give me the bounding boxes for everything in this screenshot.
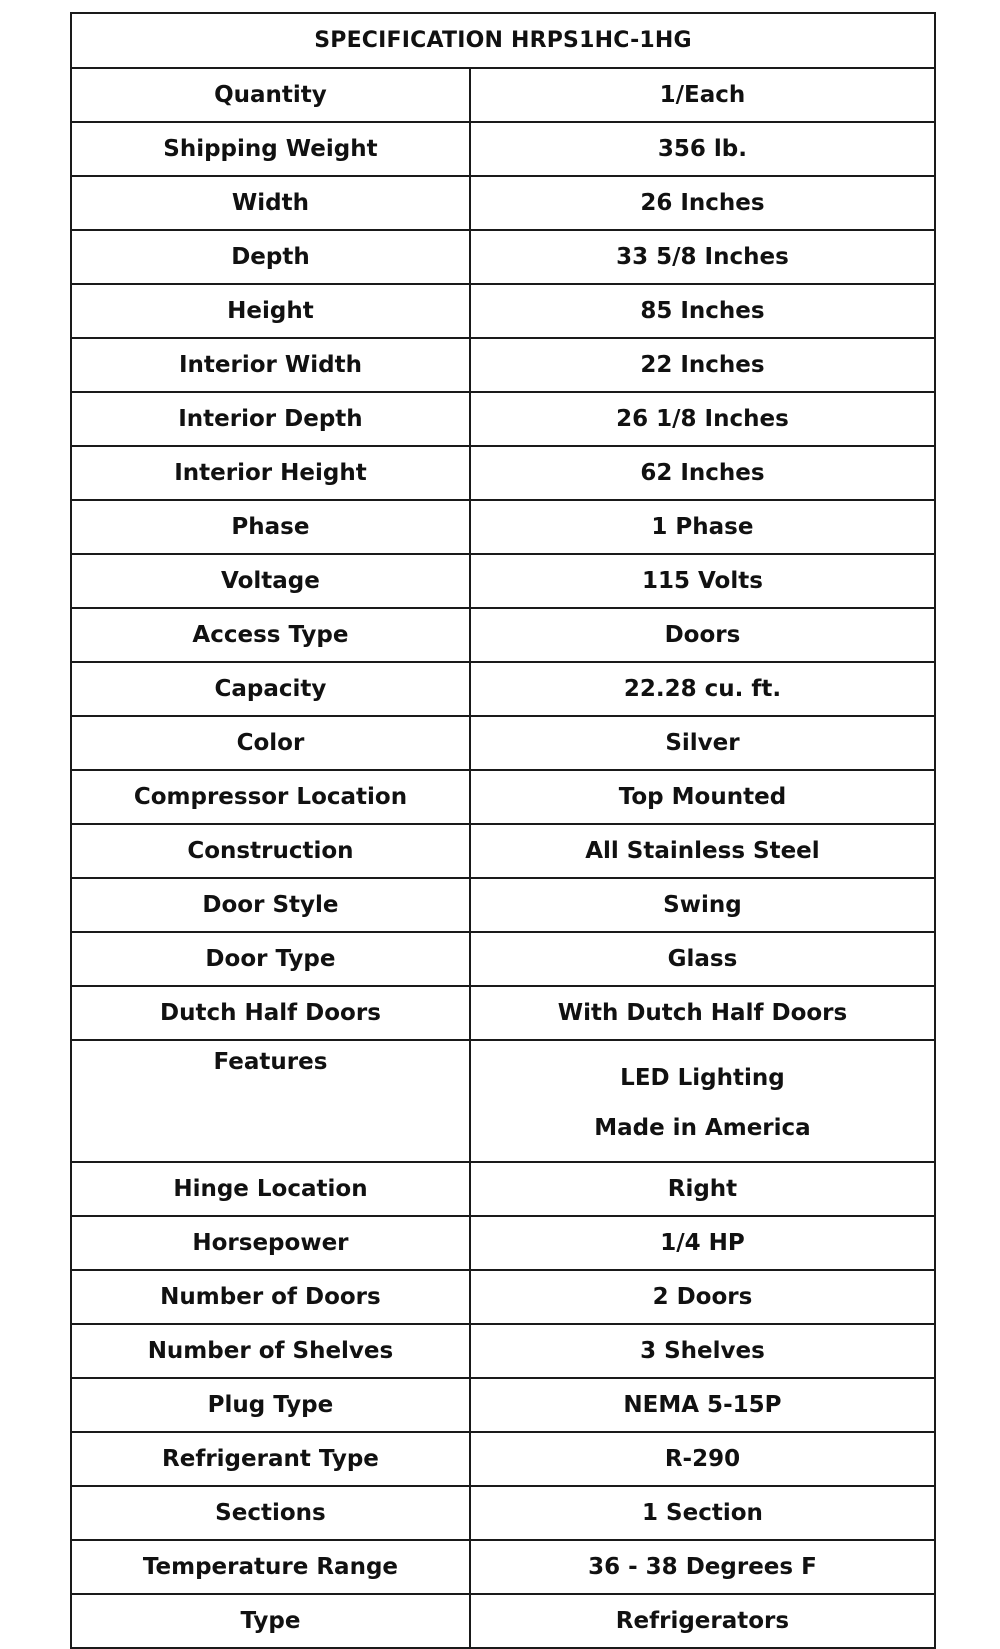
table-row	[71, 824, 935, 878]
spec-value: 22 Inches	[470, 338, 935, 392]
table-title: SPECIFICATION HRPS1HC-1HG	[71, 13, 935, 68]
spec-label: Plug Type	[71, 1378, 470, 1432]
table-row	[71, 878, 935, 932]
spec-value: Doors	[470, 608, 935, 662]
spec-label: Voltage	[71, 554, 470, 608]
spec-value: 115 Volts	[470, 554, 935, 608]
spec-label: Temperature Range	[71, 1540, 470, 1594]
table-row	[71, 986, 935, 1040]
table-row	[71, 932, 935, 986]
table-row	[71, 1040, 935, 1162]
spec-label: Width	[71, 176, 470, 230]
spec-value: With Dutch Half Doors	[470, 986, 935, 1040]
spec-label: Number of Doors	[71, 1270, 470, 1324]
spec-label: Door Style	[71, 878, 470, 932]
table-row	[71, 1162, 935, 1216]
spec-value: 85 Inches	[470, 284, 935, 338]
spec-label: Dutch Half Doors	[71, 986, 470, 1040]
table-row	[71, 716, 935, 770]
spec-label: Features	[71, 1040, 470, 1162]
table-row	[71, 230, 935, 284]
spec-value: 1/4 HP	[470, 1216, 935, 1270]
spec-value: 26 Inches	[470, 176, 935, 230]
spec-value: 3 Shelves	[470, 1324, 935, 1378]
table-row	[71, 1486, 935, 1540]
spec-value: 356 lb.	[470, 122, 935, 176]
spec-label: Sections	[71, 1486, 470, 1540]
spec-value: 1 Section	[470, 1486, 935, 1540]
table-row	[71, 68, 935, 122]
spec-value: Swing	[470, 878, 935, 932]
spec-value-line: LED Lighting	[620, 1065, 785, 1091]
table-row	[71, 500, 935, 554]
spec-label: Door Type	[71, 932, 470, 986]
spec-value: 22.28 cu. ft.	[470, 662, 935, 716]
spec-value: 26 1/8 Inches	[470, 392, 935, 446]
table-row	[71, 1324, 935, 1378]
table-row	[71, 1540, 935, 1594]
spec-label: Color	[71, 716, 470, 770]
table-row	[71, 284, 935, 338]
spec-value: Glass	[470, 932, 935, 986]
spec-label: Interior Width	[71, 338, 470, 392]
table-row	[71, 1270, 935, 1324]
spec-value	[470, 1040, 935, 1162]
table-row	[71, 1594, 935, 1648]
spec-label: Refrigerant Type	[71, 1432, 470, 1486]
spec-label: Compressor Location	[71, 770, 470, 824]
spec-value: Silver	[470, 716, 935, 770]
spec-value: 62 Inches	[470, 446, 935, 500]
spec-label: Access Type	[71, 608, 470, 662]
spec-value: 1 Phase	[470, 500, 935, 554]
spec-label: Depth	[71, 230, 470, 284]
spec-label: Quantity	[71, 68, 470, 122]
spec-label: Hinge Location	[71, 1162, 470, 1216]
spec-label: Interior Height	[71, 446, 470, 500]
spec-value: Top Mounted	[470, 770, 935, 824]
spec-label: Number of Shelves	[71, 1324, 470, 1378]
spec-label: Height	[71, 284, 470, 338]
spec-label: Interior Depth	[71, 392, 470, 446]
table-row	[71, 446, 935, 500]
spec-value: All Stainless Steel	[470, 824, 935, 878]
spec-value: 33 5/8 Inches	[470, 230, 935, 284]
spec-value: R-290	[470, 1432, 935, 1486]
table-row	[71, 770, 935, 824]
spec-value: NEMA 5-15P	[470, 1378, 935, 1432]
spec-label: Phase	[71, 500, 470, 554]
table-header-row	[71, 13, 935, 68]
table-row	[71, 1378, 935, 1432]
spec-value: Right	[470, 1162, 935, 1216]
spec-value: 2 Doors	[470, 1270, 935, 1324]
spec-label: Shipping Weight	[71, 122, 470, 176]
spec-value: 1/Each	[470, 68, 935, 122]
table-row	[71, 122, 935, 176]
table-row	[71, 608, 935, 662]
table-row	[71, 392, 935, 446]
spec-label: Horsepower	[71, 1216, 470, 1270]
spec-value: 36 - 38 Degrees F	[470, 1540, 935, 1594]
table-body	[71, 68, 935, 1648]
spec-label: Capacity	[71, 662, 470, 716]
table-row	[71, 662, 935, 716]
table-row	[71, 554, 935, 608]
spec-value-line: Made in America	[594, 1115, 811, 1141]
spec-value: Refrigerators	[470, 1594, 935, 1648]
table-row	[71, 1432, 935, 1486]
table-row	[71, 176, 935, 230]
spec-label: Type	[71, 1594, 470, 1648]
specification-table	[70, 12, 936, 1649]
table-row	[71, 338, 935, 392]
table-row	[71, 1216, 935, 1270]
spec-label: Construction	[71, 824, 470, 878]
